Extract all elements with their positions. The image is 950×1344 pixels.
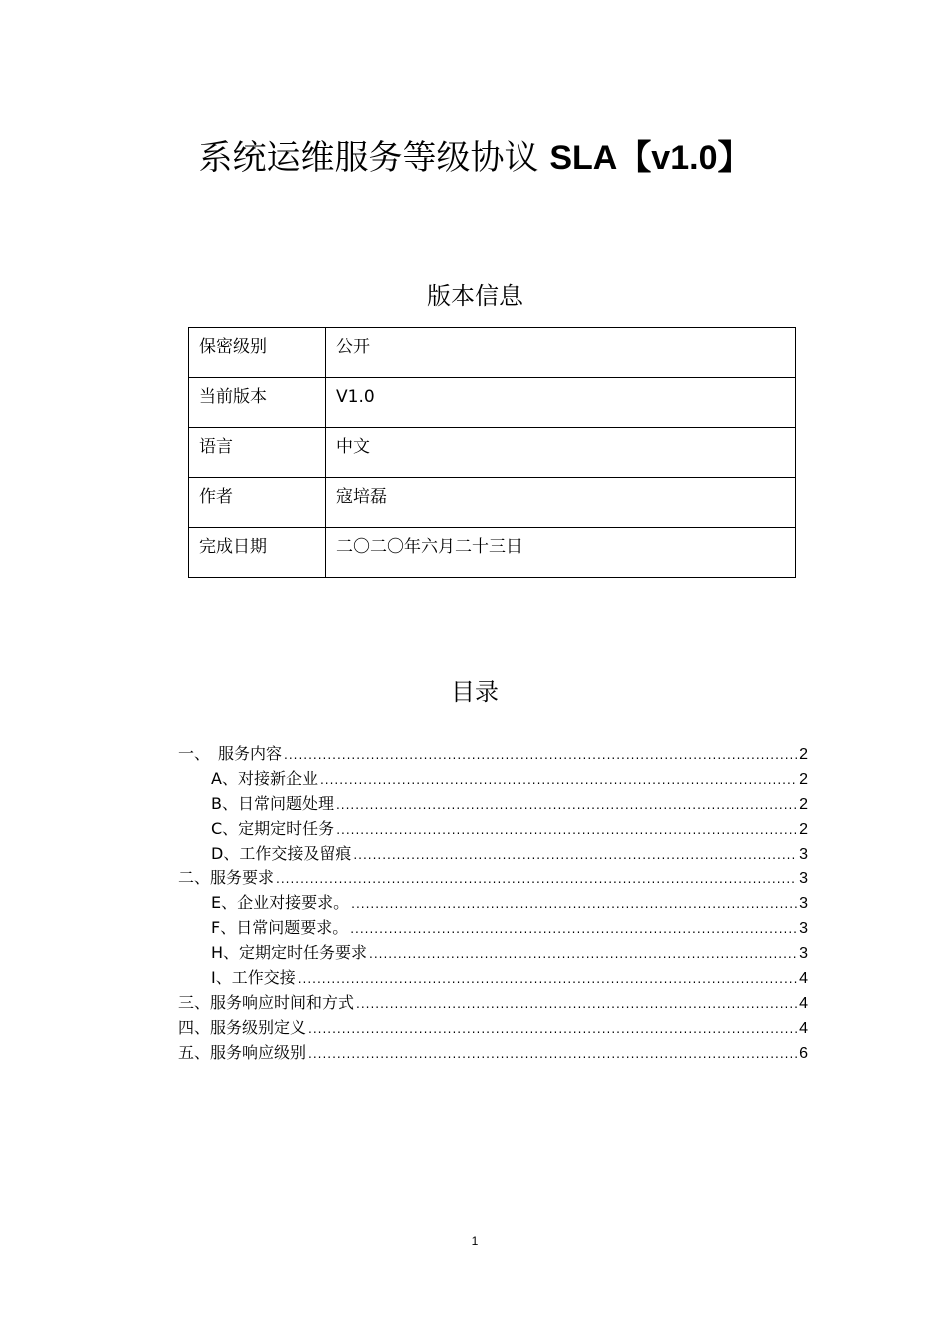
toc-leader-dots [308, 1017, 797, 1041]
toc-entry[interactable] [178, 966, 808, 991]
toc-entry-page: 4 [799, 1019, 808, 1037]
toc-leader-dots [336, 818, 797, 842]
toc-leader-dots [369, 942, 797, 966]
toc-leader-dots [298, 967, 797, 991]
toc-entry-text: H、定期定时任务要求 [211, 943, 368, 963]
toc-entry-page: 3 [799, 845, 808, 863]
version-info-table [188, 327, 796, 578]
toc-entry[interactable] [178, 991, 808, 1016]
toc-entry-page: 2 [799, 746, 808, 763]
row-label: 作者 [189, 478, 326, 528]
toc-entry[interactable] [178, 817, 808, 842]
toc-entry-page: 3 [799, 870, 808, 888]
toc-entry[interactable] [178, 916, 808, 941]
row-value: V1.0 [326, 378, 796, 428]
row-value: 寇培磊 [326, 478, 796, 528]
toc-entry[interactable] [178, 842, 808, 867]
toc-leader-dots [350, 917, 797, 941]
toc-entry-text: I、工作交接 [211, 968, 296, 988]
table-row [189, 328, 796, 378]
toc-heading: 目录 [451, 678, 499, 706]
toc-leader-dots [353, 843, 797, 867]
row-label: 语言 [189, 428, 326, 478]
table-row [189, 528, 796, 578]
row-value: 中文 [326, 428, 796, 478]
toc-entry-text: C、定期定时任务 [211, 818, 335, 838]
toc-entry-page: 2 [799, 770, 808, 788]
toc-entry-text: B、日常问题处理 [211, 793, 334, 813]
toc-entry-page: 4 [799, 994, 808, 1012]
row-label: 保密级别 [189, 328, 326, 378]
toc-entry[interactable] [178, 891, 808, 916]
toc-entry-page: 3 [799, 895, 808, 913]
toc-entry-text: 二、服务要求 [178, 868, 275, 888]
table-row [189, 378, 796, 428]
toc-entry-page: 3 [799, 945, 808, 963]
toc-entry[interactable] [178, 767, 808, 792]
toc-entry-text: 三、服务响应时间和方式 [178, 992, 355, 1012]
toc-entry-text: 一、 服务内容 [178, 744, 283, 763]
toc-entry[interactable] [178, 866, 808, 891]
table-row [189, 478, 796, 528]
toc-entry[interactable] [178, 941, 808, 966]
row-label: 当前版本 [189, 378, 326, 428]
row-value: 二〇二〇年六月二十三日 [326, 528, 796, 578]
table-of-contents [178, 742, 808, 1066]
toc-entry-text: 四、服务级别定义 [178, 1017, 307, 1037]
toc-entry-page: 4 [799, 970, 808, 988]
document-title [0, 134, 950, 182]
toc-entry-page: 3 [799, 920, 808, 938]
toc-leader-dots [336, 793, 797, 817]
row-value: 公开 [326, 328, 796, 378]
toc-entry-text: E、企业对接要求。 [211, 893, 350, 913]
toc-entry-text: D、工作交接及留痕 [211, 843, 352, 863]
toc-entry-text: 五、服务响应级别 [178, 1042, 307, 1062]
toc-leader-dots [308, 1042, 797, 1066]
page-number: 1 [471, 1234, 479, 1248]
toc-entry[interactable] [178, 792, 808, 817]
version-info-heading: 版本信息 [427, 282, 523, 310]
toc-entry-text: A、对接新企业 [211, 768, 318, 788]
toc-entry-page: 6 [799, 1044, 808, 1062]
document-title-latin: SLA【v1.0】 [549, 139, 752, 177]
toc-entry[interactable] [178, 1016, 808, 1041]
toc-leader-dots [320, 768, 797, 792]
toc-entry[interactable] [178, 1041, 808, 1066]
toc-entry-text: F、日常问题要求。 [211, 918, 349, 938]
toc-leader-dots [356, 992, 797, 1016]
toc-leader-dots [284, 743, 797, 767]
toc-leader-dots [276, 867, 797, 891]
toc-entry[interactable] [178, 742, 808, 767]
row-label: 完成日期 [189, 528, 326, 578]
table-row [189, 428, 796, 478]
toc-entry-page: 2 [799, 820, 808, 838]
toc-entry-page: 2 [799, 795, 808, 813]
toc-leader-dots [351, 892, 797, 916]
document-title-cn: 系统运维服务等级协议 [198, 138, 550, 178]
